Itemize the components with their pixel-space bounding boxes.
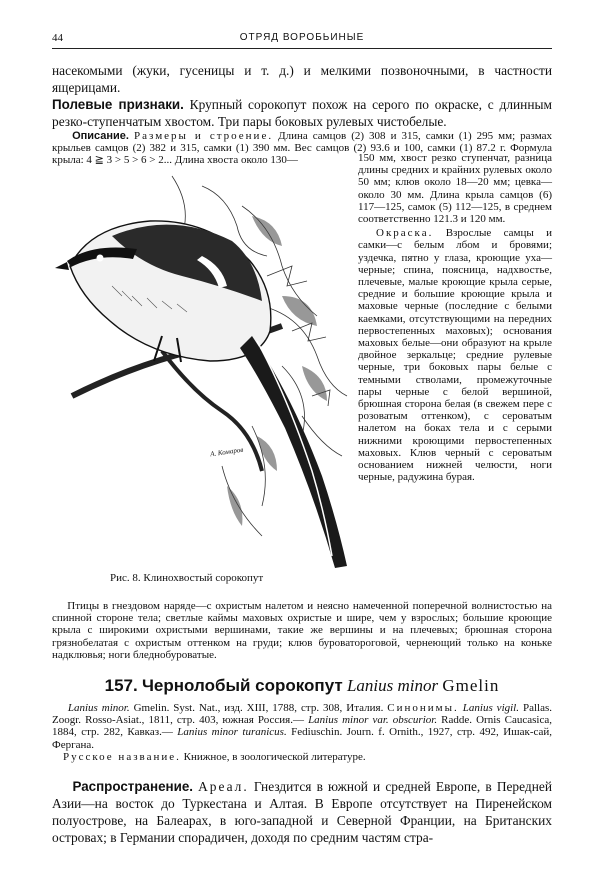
field-marks-heading: Полевые признаки.: [52, 97, 184, 112]
synonyms-label: Синонимы.: [387, 702, 459, 714]
illustrator-signature: А. Комаров: [209, 445, 244, 459]
distribution-paragraph: Распространение. Ареал. Гнездится в южной и средней Европе, в Передней Азии—на восток до Туркестана и Алтая. В Европе отсутствует на Пиренейском полуострове, на Балеарах, в юго-западной и Северной Франции, на Британских островах; в Германии спорадичен, доходя по средним частям стра-: [52, 779, 552, 845]
shrike-illustration: [52, 166, 357, 586]
species-name-lat: Lanius minor: [346, 676, 439, 695]
nestling-paragraph: Птицы в гнездовом наряде—с охристым налетом и неясно намеченной поперечной волнистостью на спинной стороне тела; светлые каймы маховых охристые и шире, чем у взрослых; большие кроющие крыла с широкими охристыми вершинами, такие же вершины и на плечевых; брюшная сторона грязнобелатая с охристым оттенком на груди; клюв буроватороговой, чернеющий только на коньке надклювья; ноги бледнобуроватые.: [52, 600, 552, 661]
synonymy-block: Lanius minor. Gmelin. Syst. Nat., изд. XIII, 1788, стр. 308, Италия. Синонимы. Lanius vigil. Pallas. Zoogr. Rosso-Asiat., 1811, стр. 403, южная Россия.— Lanius minor var. obscurior. Radde. Ornis Caucasica, 1884, стр. 282, Кавказ.— Lanius minor turanicus. Fediuschin. Journ. f. Ornith., 1927, стр. 492, Ишак-сай, Фергана. Русское название. Книжное, в зоологической литературе.: [52, 702, 553, 763]
page-number: 44: [52, 32, 63, 44]
description-paragraph: Описание. Размеры и строение. Длина самцов (2) 308 и 315, самки (1) 295 мм; размах крыльев самцов (2) 382 и 315, самки (1) 390 мм. Вес самцов (2) 93.6 и 100, самки (1) 87.2 г. Формула крыла: 4 ≧ 3 > 5 > 6 > 2... Длина хвоста около 130—: [52, 130, 553, 167]
right-column: 150 мм, хвост резко ступенчат, разница длины средних и крайних рулевых около 50 мм; клюв около 18—20 мм; цевка—около 30 мм. Длина крыла самцов (6) 117—125, самок (5) 112—125, в среднем соответственно 121.3 и 120 мм. Окраска. Взрослые самцы и самки—с белым лбом и бровями; уздечка, пятно у глаза, кроющие уха—черные; спина, поясница, надхвостье, плечевые, малые кроющие крыла серые, средние и большие кроющие крыла и маховые черные (последние с белыми каемками, отсутствующими на передних первостепенных маховых); основания маховых белые—они образуют на крыле двойное зеркальце; средние рулевые черные, три боковых пары белые с темными стволами, промежуточные пары черные с белой вершиной, брюшная сторона белая (в свежем пере с розоватым оттенком), с сероватым налетом на боках тела и с серыми нижними кроющими первостепенных маховых. Клюв черный с сероватым основанием нижней челюсти, ноги черные, радужина бурая.: [358, 152, 553, 484]
figure-caption: Рис. 8. Клинохвостый сорокопут: [110, 572, 264, 584]
intro-paragraph: насекомыми (жуки, гусеницы и т. д.) и мелкими позвоночными, в частности ящерицами.: [52, 63, 552, 95]
species-heading: [52, 676, 552, 696]
running-title: ОТРЯД ВОРОБЬИНЫЕ: [239, 32, 365, 43]
description-heading: Описание.: [72, 130, 129, 142]
species-number: 157.: [104, 676, 138, 695]
coloring-subheading: Окраска.: [376, 227, 434, 240]
russian-name-label: Русское название.: [63, 750, 181, 763]
running-header: [52, 30, 552, 49]
bird-beak: [55, 262, 69, 270]
field-marks-paragraph: Полевые признаки. Крупный сорокопут похож на серого по окраске, с длинным резко-ступенчатым хвостом. Три пары боковых рулевых чистобелые.: [52, 97, 552, 129]
measurements-subheading: Размеры и строение.: [134, 130, 274, 142]
bird-drawing: [52, 166, 357, 576]
distribution-heading: Распространение.: [72, 779, 194, 794]
species-name-ru: Чернолобый сорокопут: [141, 676, 343, 695]
species-author: Gmelin: [442, 676, 500, 695]
range-subheading: Ареал.: [198, 779, 249, 794]
